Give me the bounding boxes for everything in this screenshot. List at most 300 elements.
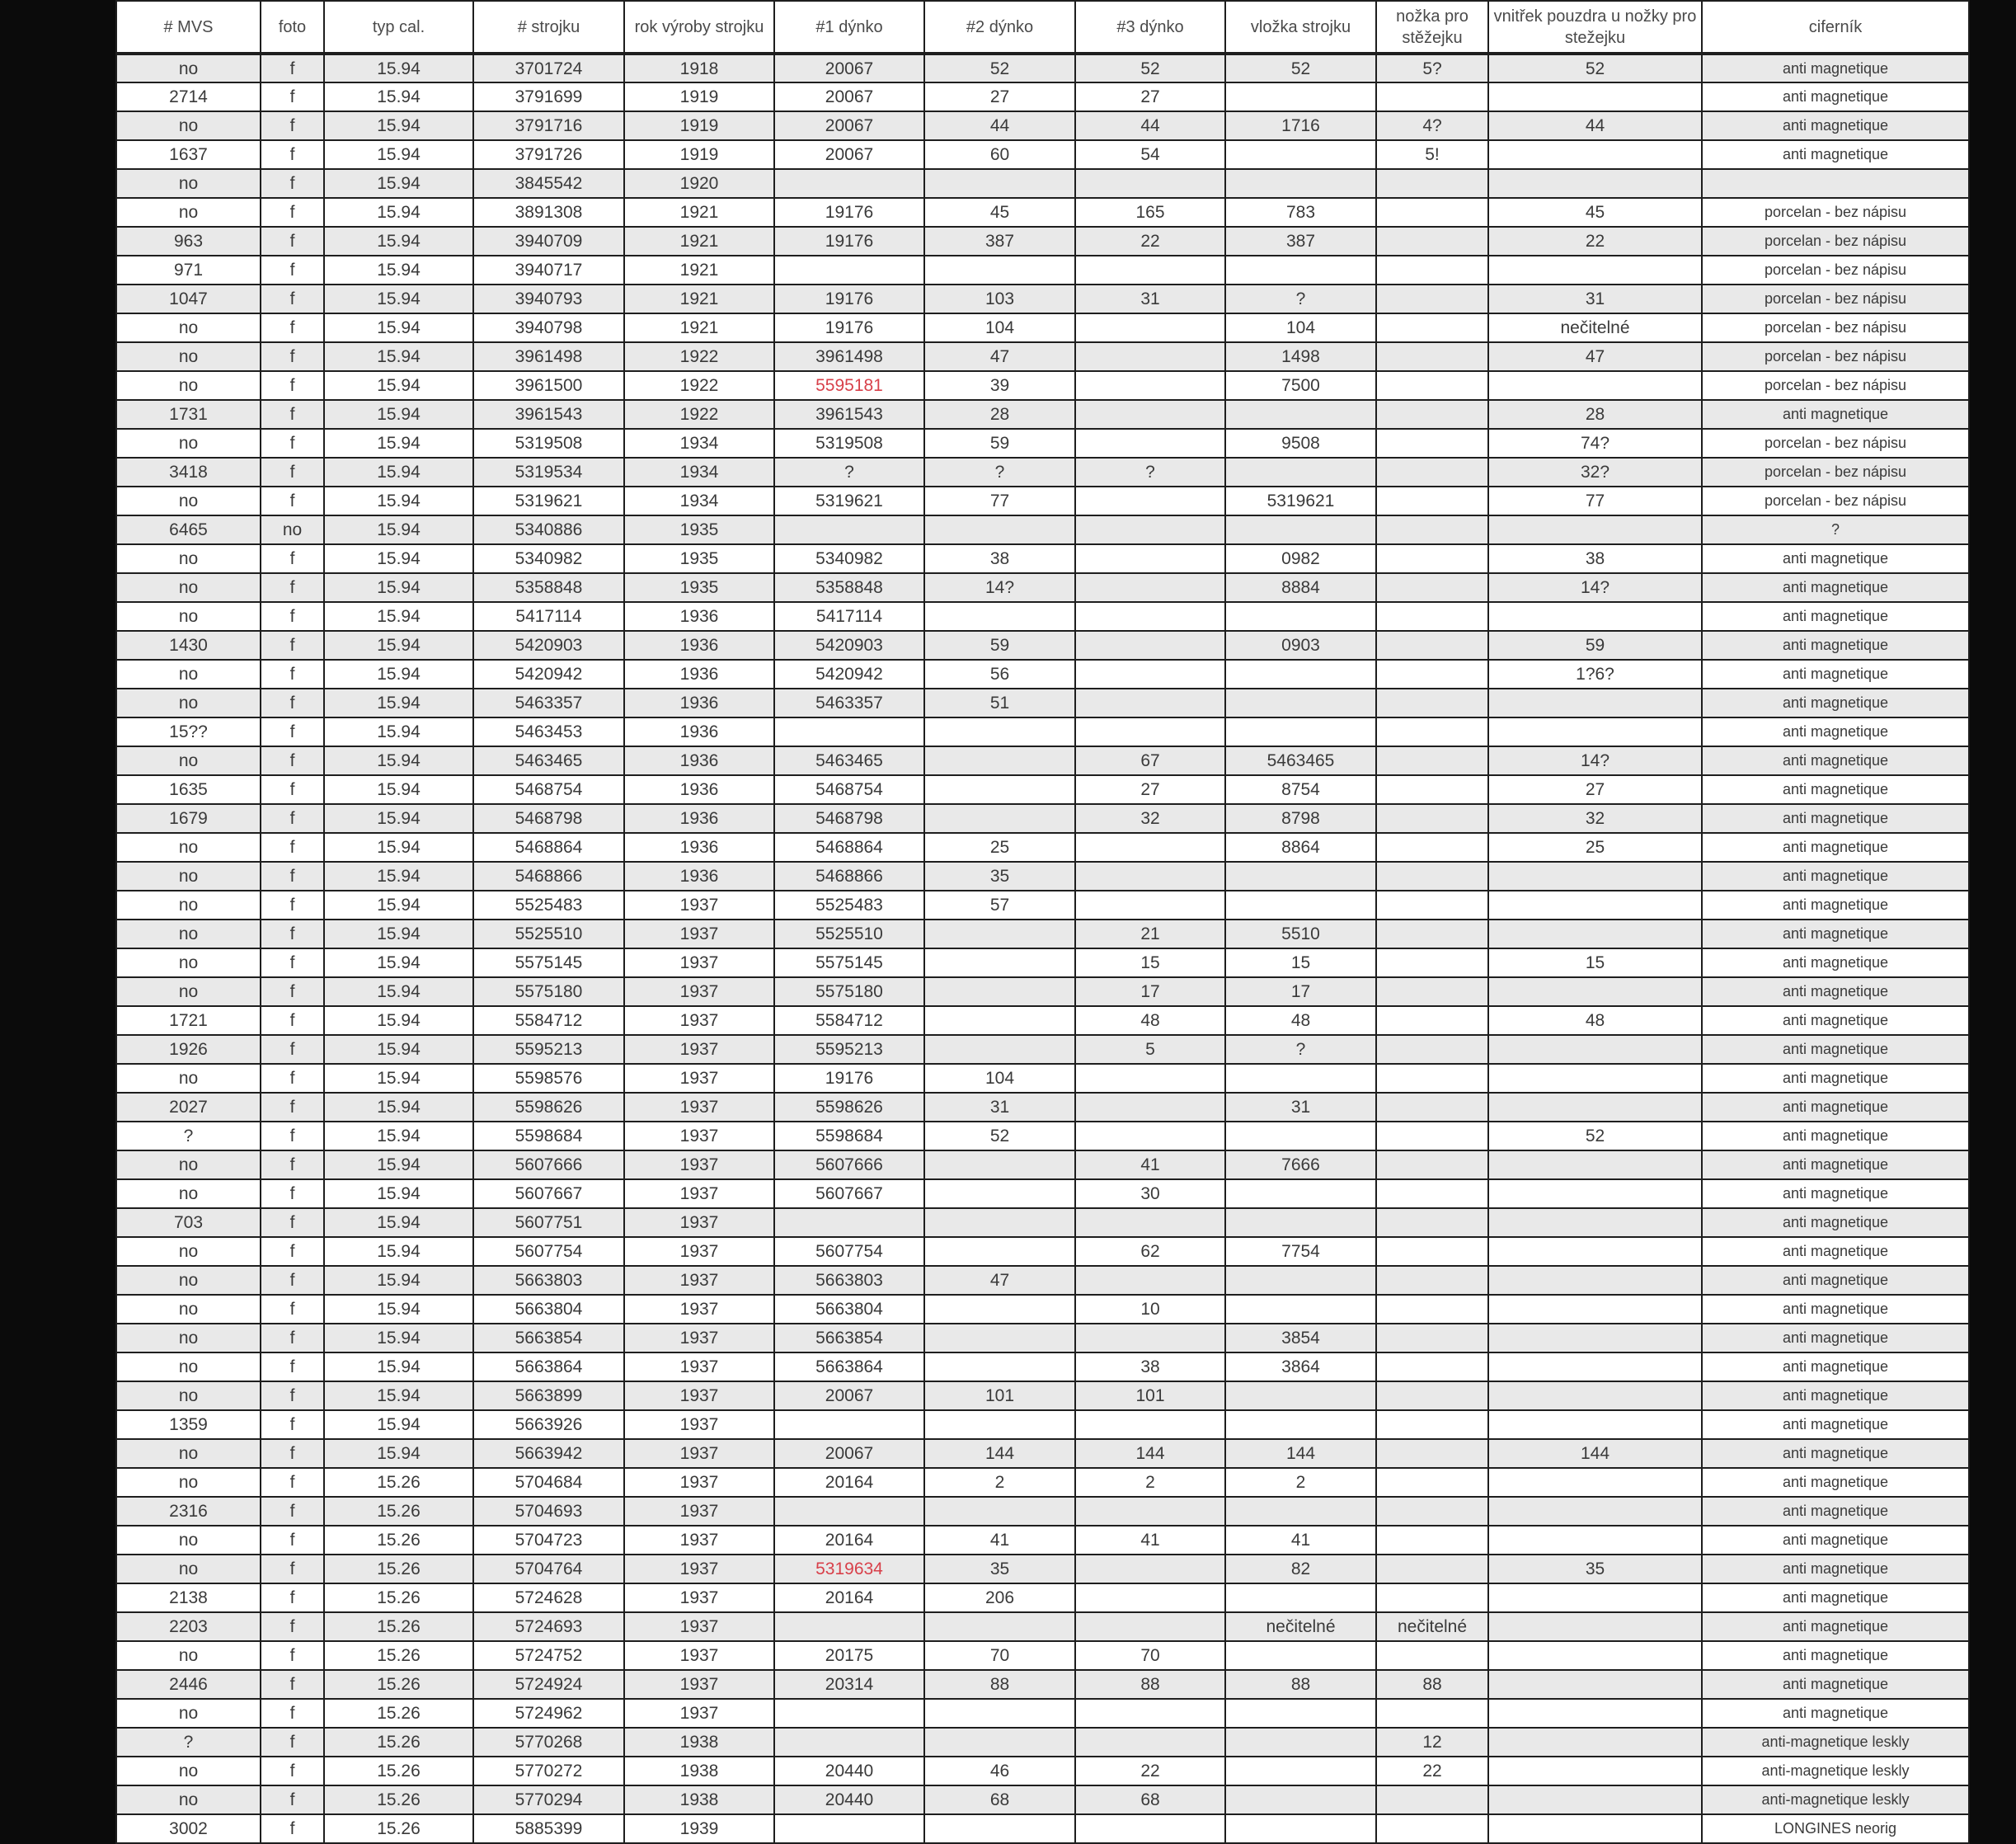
cell-vnitrek[interactable]: 45 xyxy=(1488,198,1702,227)
cell-dynko-2[interactable] xyxy=(924,515,1075,544)
cell-foto[interactable]: f xyxy=(261,1150,324,1179)
cell-cifernik[interactable]: anti magnetique xyxy=(1702,1064,1969,1093)
cell-dynko-3[interactable]: 31 xyxy=(1075,285,1225,313)
cell-dynko-3[interactable]: 165 xyxy=(1075,198,1225,227)
cell-mvs[interactable]: no xyxy=(116,1757,261,1785)
cell-cifernik[interactable]: anti magnetique xyxy=(1702,1410,1969,1439)
cell-mvs[interactable]: no xyxy=(116,1179,261,1208)
cell-strojku[interactable]: 3940717 xyxy=(473,256,624,285)
cell-vlozka[interactable]: 387 xyxy=(1225,227,1376,256)
cell-dynko-2[interactable] xyxy=(924,1324,1075,1352)
cell-rok-vyroby[interactable]: 1937 xyxy=(624,1295,774,1324)
cell-typ-cal[interactable]: 15.94 xyxy=(324,977,473,1006)
cell-vnitrek[interactable] xyxy=(1488,1381,1702,1410)
cell-cifernik[interactable]: anti magnetique xyxy=(1702,1670,1969,1699)
cell-vnitrek[interactable]: 32 xyxy=(1488,804,1702,833)
cell-nozka[interactable] xyxy=(1376,1497,1488,1526)
cell-dynko-3[interactable] xyxy=(1075,891,1225,920)
header-rok-vyroby[interactable]: rok výroby strojku xyxy=(624,1,774,54)
cell-cifernik[interactable]: anti magnetique xyxy=(1702,1035,1969,1064)
header-strojku[interactable]: # strojku xyxy=(473,1,624,54)
cell-nozka[interactable] xyxy=(1376,227,1488,256)
cell-typ-cal[interactable]: 15.94 xyxy=(324,862,473,891)
cell-typ-cal[interactable]: 15.94 xyxy=(324,631,473,660)
cell-strojku[interactable]: 5468866 xyxy=(473,862,624,891)
cell-cifernik[interactable]: anti magnetique xyxy=(1702,602,1969,631)
cell-dynko-1[interactable]: 5598626 xyxy=(774,1093,924,1122)
cell-mvs[interactable]: 6465 xyxy=(116,515,261,544)
cell-mvs[interactable]: no xyxy=(116,920,261,948)
cell-cifernik[interactable]: porcelan - bez nápisu xyxy=(1702,371,1969,400)
cell-rok-vyroby[interactable]: 1938 xyxy=(624,1757,774,1785)
cell-cifernik[interactable]: porcelan - bez nápisu xyxy=(1702,342,1969,371)
cell-cifernik[interactable]: anti magnetique xyxy=(1702,1699,1969,1728)
cell-typ-cal[interactable]: 15.26 xyxy=(324,1612,473,1641)
cell-typ-cal[interactable]: 15.94 xyxy=(324,1208,473,1237)
cell-rok-vyroby[interactable]: 1922 xyxy=(624,400,774,429)
cell-cifernik[interactable]: anti magnetique xyxy=(1702,573,1969,602)
cell-typ-cal[interactable]: 15.26 xyxy=(324,1583,473,1612)
cell-mvs[interactable]: no xyxy=(116,198,261,227)
cell-vnitrek[interactable]: 32? xyxy=(1488,458,1702,487)
cell-dynko-1[interactable]: 5584712 xyxy=(774,1006,924,1035)
cell-typ-cal[interactable]: 15.94 xyxy=(324,833,473,862)
cell-rok-vyroby[interactable]: 1921 xyxy=(624,285,774,313)
cell-rok-vyroby[interactable]: 1921 xyxy=(624,198,774,227)
cell-dynko-3[interactable] xyxy=(1075,1324,1225,1352)
cell-foto[interactable]: f xyxy=(261,804,324,833)
cell-dynko-2[interactable] xyxy=(924,1150,1075,1179)
cell-foto[interactable]: f xyxy=(261,573,324,602)
cell-mvs[interactable]: 2203 xyxy=(116,1612,261,1641)
cell-cifernik[interactable]: anti magnetique xyxy=(1702,746,1969,775)
cell-dynko-3[interactable] xyxy=(1075,515,1225,544)
cell-vnitrek[interactable] xyxy=(1488,1699,1702,1728)
cell-vlozka[interactable] xyxy=(1225,458,1376,487)
cell-dynko-2[interactable]: 46 xyxy=(924,1757,1075,1785)
cell-nozka[interactable] xyxy=(1376,458,1488,487)
cell-nozka[interactable] xyxy=(1376,717,1488,746)
cell-mvs[interactable]: no xyxy=(116,487,261,515)
cell-nozka[interactable]: 5? xyxy=(1376,54,1488,82)
cell-dynko-2[interactable] xyxy=(924,1699,1075,1728)
cell-dynko-1[interactable]: 19176 xyxy=(774,313,924,342)
cell-rok-vyroby[interactable]: 1937 xyxy=(624,1064,774,1093)
cell-dynko-2[interactable]: 35 xyxy=(924,1555,1075,1583)
cell-cifernik[interactable]: anti magnetique xyxy=(1702,920,1969,948)
cell-dynko-2[interactable]: 103 xyxy=(924,285,1075,313)
cell-dynko-3[interactable] xyxy=(1075,169,1225,198)
cell-cifernik[interactable]: anti magnetique xyxy=(1702,1324,1969,1352)
cell-vlozka[interactable] xyxy=(1225,1583,1376,1612)
cell-strojku[interactable]: 5420942 xyxy=(473,660,624,689)
cell-vnitrek[interactable]: 27 xyxy=(1488,775,1702,804)
cell-foto[interactable]: f xyxy=(261,285,324,313)
cell-strojku[interactable]: 5463453 xyxy=(473,717,624,746)
header-dynko-1[interactable]: #1 dýnko xyxy=(774,1,924,54)
cell-vlozka[interactable]: 31 xyxy=(1225,1093,1376,1122)
cell-typ-cal[interactable]: 15.94 xyxy=(324,573,473,602)
cell-foto[interactable]: f xyxy=(261,1237,324,1266)
cell-strojku[interactable]: 5463357 xyxy=(473,689,624,717)
cell-foto[interactable]: f xyxy=(261,487,324,515)
cell-mvs[interactable]: no xyxy=(116,169,261,198)
cell-strojku[interactable]: 5663804 xyxy=(473,1295,624,1324)
cell-typ-cal[interactable]: 15.94 xyxy=(324,342,473,371)
cell-vlozka[interactable] xyxy=(1225,1641,1376,1670)
cell-mvs[interactable]: no xyxy=(116,891,261,920)
header-cifernik[interactable]: ciferník xyxy=(1702,1,1969,54)
cell-dynko-2[interactable]: 51 xyxy=(924,689,1075,717)
cell-vlozka[interactable] xyxy=(1225,1757,1376,1785)
cell-rok-vyroby[interactable]: 1937 xyxy=(624,1699,774,1728)
cell-vlozka[interactable] xyxy=(1225,169,1376,198)
cell-dynko-2[interactable] xyxy=(924,1728,1075,1757)
cell-vlozka[interactable]: 0903 xyxy=(1225,631,1376,660)
cell-foto[interactable]: f xyxy=(261,1266,324,1295)
cell-rok-vyroby[interactable]: 1936 xyxy=(624,660,774,689)
cell-rok-vyroby[interactable]: 1920 xyxy=(624,169,774,198)
cell-vlozka[interactable]: 5463465 xyxy=(1225,746,1376,775)
cell-dynko-1[interactable]: 3961543 xyxy=(774,400,924,429)
cell-vlozka[interactable]: 5510 xyxy=(1225,920,1376,948)
cell-nozka[interactable] xyxy=(1376,313,1488,342)
cell-dynko-1[interactable]: 20164 xyxy=(774,1526,924,1555)
cell-mvs[interactable]: no xyxy=(116,1064,261,1093)
cell-foto[interactable]: f xyxy=(261,256,324,285)
cell-strojku[interactable]: 5663926 xyxy=(473,1410,624,1439)
cell-mvs[interactable]: no xyxy=(116,689,261,717)
cell-foto[interactable]: f xyxy=(261,140,324,169)
cell-rok-vyroby[interactable]: 1918 xyxy=(624,54,774,82)
cell-foto[interactable]: f xyxy=(261,1555,324,1583)
cell-vlozka[interactable]: 1498 xyxy=(1225,342,1376,371)
cell-typ-cal[interactable]: 15.94 xyxy=(324,1122,473,1150)
cell-dynko-1[interactable]: 5595181 xyxy=(774,371,924,400)
cell-dynko-3[interactable] xyxy=(1075,689,1225,717)
cell-rok-vyroby[interactable]: 1937 xyxy=(624,977,774,1006)
header-typ-cal[interactable]: typ cal. xyxy=(324,1,473,54)
cell-vnitrek[interactable] xyxy=(1488,1612,1702,1641)
cell-mvs[interactable]: no xyxy=(116,1468,261,1497)
cell-dynko-2[interactable]: 28 xyxy=(924,400,1075,429)
cell-cifernik[interactable]: porcelan - bez nápisu xyxy=(1702,429,1969,458)
cell-rok-vyroby[interactable]: 1937 xyxy=(624,1324,774,1352)
cell-dynko-3[interactable] xyxy=(1075,1728,1225,1757)
cell-nozka[interactable] xyxy=(1376,1526,1488,1555)
cell-foto[interactable]: f xyxy=(261,746,324,775)
cell-strojku[interactable]: 3845542 xyxy=(473,169,624,198)
cell-dynko-3[interactable] xyxy=(1075,371,1225,400)
cell-mvs[interactable]: 1430 xyxy=(116,631,261,660)
cell-typ-cal[interactable]: 15.94 xyxy=(324,717,473,746)
cell-cifernik[interactable]: anti magnetique xyxy=(1702,1237,1969,1266)
header-dynko-3[interactable]: #3 dýnko xyxy=(1075,1,1225,54)
cell-rok-vyroby[interactable]: 1937 xyxy=(624,1468,774,1497)
cell-dynko-1[interactable]: 5468864 xyxy=(774,833,924,862)
cell-dynko-3[interactable] xyxy=(1075,256,1225,285)
cell-dynko-2[interactable]: 39 xyxy=(924,371,1075,400)
cell-strojku[interactable]: 3961498 xyxy=(473,342,624,371)
cell-cifernik[interactable]: anti magnetique xyxy=(1702,1179,1969,1208)
cell-typ-cal[interactable]: 15.94 xyxy=(324,285,473,313)
cell-rok-vyroby[interactable]: 1936 xyxy=(624,631,774,660)
cell-typ-cal[interactable]: 15.94 xyxy=(324,458,473,487)
cell-vnitrek[interactable]: 1?6? xyxy=(1488,660,1702,689)
cell-dynko-2[interactable]: 70 xyxy=(924,1641,1075,1670)
cell-vlozka[interactable]: 8884 xyxy=(1225,573,1376,602)
cell-rok-vyroby[interactable]: 1937 xyxy=(624,1237,774,1266)
cell-cifernik[interactable]: porcelan - bez nápisu xyxy=(1702,285,1969,313)
cell-dynko-3[interactable]: 67 xyxy=(1075,746,1225,775)
cell-vnitrek[interactable] xyxy=(1488,515,1702,544)
cell-typ-cal[interactable]: 15.94 xyxy=(324,140,473,169)
cell-typ-cal[interactable]: 15.94 xyxy=(324,371,473,400)
cell-dynko-2[interactable] xyxy=(924,1237,1075,1266)
cell-foto[interactable]: f xyxy=(261,1093,324,1122)
cell-foto[interactable]: f xyxy=(261,775,324,804)
cell-dynko-3[interactable]: 41 xyxy=(1075,1150,1225,1179)
cell-foto[interactable]: f xyxy=(261,82,324,111)
cell-mvs[interactable]: no xyxy=(116,1439,261,1468)
cell-nozka[interactable] xyxy=(1376,1699,1488,1728)
cell-vnitrek[interactable] xyxy=(1488,920,1702,948)
cell-mvs[interactable]: no xyxy=(116,54,261,82)
cell-foto[interactable]: f xyxy=(261,544,324,573)
cell-mvs[interactable]: no xyxy=(116,1237,261,1266)
cell-cifernik[interactable]: anti magnetique xyxy=(1702,82,1969,111)
cell-strojku[interactable]: 5704693 xyxy=(473,1497,624,1526)
cell-cifernik[interactable]: porcelan - bez nápisu xyxy=(1702,256,1969,285)
cell-nozka[interactable] xyxy=(1376,198,1488,227)
cell-dynko-1[interactable]: 5663864 xyxy=(774,1352,924,1381)
cell-rok-vyroby[interactable]: 1937 xyxy=(624,1352,774,1381)
cell-vnitrek[interactable]: nečitelné xyxy=(1488,313,1702,342)
cell-dynko-3[interactable] xyxy=(1075,1555,1225,1583)
cell-rok-vyroby[interactable]: 1935 xyxy=(624,544,774,573)
cell-nozka[interactable] xyxy=(1376,371,1488,400)
cell-vnitrek[interactable] xyxy=(1488,1179,1702,1208)
cell-vnitrek[interactable] xyxy=(1488,1208,1702,1237)
cell-typ-cal[interactable]: 15.94 xyxy=(324,660,473,689)
cell-mvs[interactable]: no xyxy=(116,1381,261,1410)
cell-foto[interactable]: f xyxy=(261,1497,324,1526)
cell-dynko-2[interactable]: 101 xyxy=(924,1381,1075,1410)
cell-dynko-3[interactable] xyxy=(1075,631,1225,660)
cell-strojku[interactable]: 3891308 xyxy=(473,198,624,227)
cell-nozka[interactable] xyxy=(1376,1641,1488,1670)
cell-typ-cal[interactable]: 15.26 xyxy=(324,1699,473,1728)
cell-vlozka[interactable]: 783 xyxy=(1225,198,1376,227)
cell-strojku[interactable]: 5340886 xyxy=(473,515,624,544)
cell-cifernik[interactable]: anti magnetique xyxy=(1702,1208,1969,1237)
cell-dynko-2[interactable]: 25 xyxy=(924,833,1075,862)
cell-foto[interactable]: f xyxy=(261,1381,324,1410)
cell-typ-cal[interactable]: 15.26 xyxy=(324,1497,473,1526)
cell-rok-vyroby[interactable]: 1936 xyxy=(624,602,774,631)
header-vlozka[interactable]: vložka strojku xyxy=(1225,1,1376,54)
cell-nozka[interactable] xyxy=(1376,1295,1488,1324)
cell-nozka[interactable] xyxy=(1376,1237,1488,1266)
cell-dynko-3[interactable]: 10 xyxy=(1075,1295,1225,1324)
cell-strojku[interactable]: 5319621 xyxy=(473,487,624,515)
cell-typ-cal[interactable]: 15.94 xyxy=(324,948,473,977)
cell-dynko-2[interactable]: 206 xyxy=(924,1583,1075,1612)
cell-vnitrek[interactable]: 74? xyxy=(1488,429,1702,458)
cell-foto[interactable]: f xyxy=(261,833,324,862)
cell-strojku[interactable]: 5598576 xyxy=(473,1064,624,1093)
cell-dynko-1[interactable]: 5468798 xyxy=(774,804,924,833)
cell-vlozka[interactable] xyxy=(1225,602,1376,631)
cell-typ-cal[interactable]: 15.94 xyxy=(324,313,473,342)
cell-dynko-1[interactable] xyxy=(774,1728,924,1757)
cell-dynko-1[interactable]: 5420942 xyxy=(774,660,924,689)
cell-dynko-3[interactable]: 27 xyxy=(1075,775,1225,804)
cell-dynko-1[interactable]: 20067 xyxy=(774,82,924,111)
cell-mvs[interactable]: no xyxy=(116,862,261,891)
cell-foto[interactable]: f xyxy=(261,1699,324,1728)
cell-vnitrek[interactable] xyxy=(1488,1035,1702,1064)
cell-strojku[interactable]: 5724924 xyxy=(473,1670,624,1699)
cell-dynko-1[interactable]: 5463465 xyxy=(774,746,924,775)
cell-rok-vyroby[interactable]: 1937 xyxy=(624,1006,774,1035)
cell-nozka[interactable] xyxy=(1376,1035,1488,1064)
cell-dynko-2[interactable]: 59 xyxy=(924,429,1075,458)
cell-rok-vyroby[interactable]: 1937 xyxy=(624,1381,774,1410)
cell-dynko-2[interactable]: 14? xyxy=(924,573,1075,602)
cell-dynko-2[interactable]: 38 xyxy=(924,544,1075,573)
cell-strojku[interactable]: 5575180 xyxy=(473,977,624,1006)
cell-mvs[interactable]: no xyxy=(116,1526,261,1555)
cell-vlozka[interactable]: 7666 xyxy=(1225,1150,1376,1179)
cell-rok-vyroby[interactable]: 1936 xyxy=(624,689,774,717)
cell-cifernik[interactable]: anti magnetique xyxy=(1702,804,1969,833)
cell-typ-cal[interactable]: 15.94 xyxy=(324,1179,473,1208)
cell-dynko-1[interactable]: 5607666 xyxy=(774,1150,924,1179)
cell-nozka[interactable] xyxy=(1376,602,1488,631)
cell-mvs[interactable]: no xyxy=(116,1150,261,1179)
cell-vlozka[interactable]: 17 xyxy=(1225,977,1376,1006)
cell-dynko-2[interactable] xyxy=(924,717,1075,746)
cell-vlozka[interactable]: 15 xyxy=(1225,948,1376,977)
cell-dynko-2[interactable]: 56 xyxy=(924,660,1075,689)
cell-dynko-3[interactable]: 44 xyxy=(1075,111,1225,140)
cell-typ-cal[interactable]: 15.26 xyxy=(324,1814,473,1843)
cell-nozka[interactable] xyxy=(1376,515,1488,544)
cell-typ-cal[interactable]: 15.94 xyxy=(324,920,473,948)
cell-vlozka[interactable]: ? xyxy=(1225,1035,1376,1064)
cell-strojku[interactable]: 5663942 xyxy=(473,1439,624,1468)
cell-foto[interactable]: f xyxy=(261,458,324,487)
cell-cifernik[interactable]: anti magnetique xyxy=(1702,948,1969,977)
cell-dynko-1[interactable]: 20164 xyxy=(774,1583,924,1612)
cell-vlozka[interactable]: 9508 xyxy=(1225,429,1376,458)
cell-cifernik[interactable]: anti magnetique xyxy=(1702,1006,1969,1035)
cell-typ-cal[interactable]: 15.26 xyxy=(324,1728,473,1757)
cell-vlozka[interactable]: 144 xyxy=(1225,1439,1376,1468)
cell-dynko-3[interactable]: 21 xyxy=(1075,920,1225,948)
cell-dynko-3[interactable]: 22 xyxy=(1075,1757,1225,1785)
cell-vnitrek[interactable] xyxy=(1488,1641,1702,1670)
cell-vlozka[interactable] xyxy=(1225,140,1376,169)
cell-nozka[interactable] xyxy=(1376,1468,1488,1497)
cell-foto[interactable]: f xyxy=(261,1468,324,1497)
cell-cifernik[interactable]: anti magnetique xyxy=(1702,1093,1969,1122)
cell-dynko-2[interactable] xyxy=(924,804,1075,833)
cell-dynko-2[interactable]: 144 xyxy=(924,1439,1075,1468)
cell-cifernik[interactable]: anti-magnetique leskly xyxy=(1702,1757,1969,1785)
cell-dynko-2[interactable]: 59 xyxy=(924,631,1075,660)
cell-vnitrek[interactable] xyxy=(1488,169,1702,198)
cell-vlozka[interactable]: ? xyxy=(1225,285,1376,313)
cell-dynko-1[interactable]: 20067 xyxy=(774,54,924,82)
cell-vlozka[interactable] xyxy=(1225,862,1376,891)
cell-nozka[interactable] xyxy=(1376,429,1488,458)
cell-rok-vyroby[interactable]: 1937 xyxy=(624,1150,774,1179)
cell-rok-vyroby[interactable]: 1934 xyxy=(624,487,774,515)
cell-dynko-3[interactable]: 68 xyxy=(1075,1785,1225,1814)
cell-cifernik[interactable]: anti magnetique xyxy=(1702,544,1969,573)
cell-dynko-1[interactable]: 20314 xyxy=(774,1670,924,1699)
cell-foto[interactable]: f xyxy=(261,602,324,631)
cell-dynko-3[interactable] xyxy=(1075,429,1225,458)
cell-typ-cal[interactable]: 15.26 xyxy=(324,1468,473,1497)
cell-dynko-3[interactable] xyxy=(1075,1612,1225,1641)
cell-typ-cal[interactable]: 15.94 xyxy=(324,429,473,458)
cell-foto[interactable]: f xyxy=(261,1208,324,1237)
cell-cifernik[interactable]: anti magnetique xyxy=(1702,891,1969,920)
cell-vnitrek[interactable]: 31 xyxy=(1488,285,1702,313)
cell-dynko-1[interactable]: 20164 xyxy=(774,1468,924,1497)
cell-nozka[interactable] xyxy=(1376,1093,1488,1122)
cell-rok-vyroby[interactable]: 1937 xyxy=(624,1035,774,1064)
cell-vlozka[interactable]: 41 xyxy=(1225,1526,1376,1555)
cell-nozka[interactable] xyxy=(1376,1381,1488,1410)
cell-strojku[interactable]: 3940798 xyxy=(473,313,624,342)
cell-mvs[interactable]: no xyxy=(116,1324,261,1352)
cell-dynko-1[interactable] xyxy=(774,515,924,544)
cell-foto[interactable]: f xyxy=(261,111,324,140)
cell-dynko-3[interactable]: 38 xyxy=(1075,1352,1225,1381)
cell-mvs[interactable]: 1731 xyxy=(116,400,261,429)
cell-strojku[interactable]: 5463465 xyxy=(473,746,624,775)
cell-foto[interactable]: f xyxy=(261,660,324,689)
cell-rok-vyroby[interactable]: 1935 xyxy=(624,515,774,544)
cell-cifernik[interactable]: anti magnetique xyxy=(1702,1150,1969,1179)
cell-nozka[interactable] xyxy=(1376,1352,1488,1381)
cell-vnitrek[interactable] xyxy=(1488,1497,1702,1526)
cell-vnitrek[interactable] xyxy=(1488,862,1702,891)
cell-typ-cal[interactable]: 15.94 xyxy=(324,1352,473,1381)
cell-rok-vyroby[interactable]: 1938 xyxy=(624,1785,774,1814)
cell-mvs[interactable]: no xyxy=(116,1699,261,1728)
cell-vlozka[interactable]: 1716 xyxy=(1225,111,1376,140)
cell-nozka[interactable] xyxy=(1376,573,1488,602)
cell-strojku[interactable]: 5663803 xyxy=(473,1266,624,1295)
cell-vlozka[interactable]: 48 xyxy=(1225,1006,1376,1035)
cell-typ-cal[interactable]: 15.94 xyxy=(324,487,473,515)
cell-cifernik[interactable]: porcelan - bez nápisu xyxy=(1702,458,1969,487)
cell-vnitrek[interactable] xyxy=(1488,1093,1702,1122)
cell-dynko-3[interactable] xyxy=(1075,573,1225,602)
cell-vlozka[interactable] xyxy=(1225,256,1376,285)
cell-nozka[interactable] xyxy=(1376,1583,1488,1612)
cell-vnitrek[interactable] xyxy=(1488,256,1702,285)
cell-vnitrek[interactable]: 38 xyxy=(1488,544,1702,573)
cell-strojku[interactable]: 5663864 xyxy=(473,1352,624,1381)
cell-strojku[interactable]: 5663899 xyxy=(473,1381,624,1410)
cell-vlozka[interactable]: 3854 xyxy=(1225,1324,1376,1352)
